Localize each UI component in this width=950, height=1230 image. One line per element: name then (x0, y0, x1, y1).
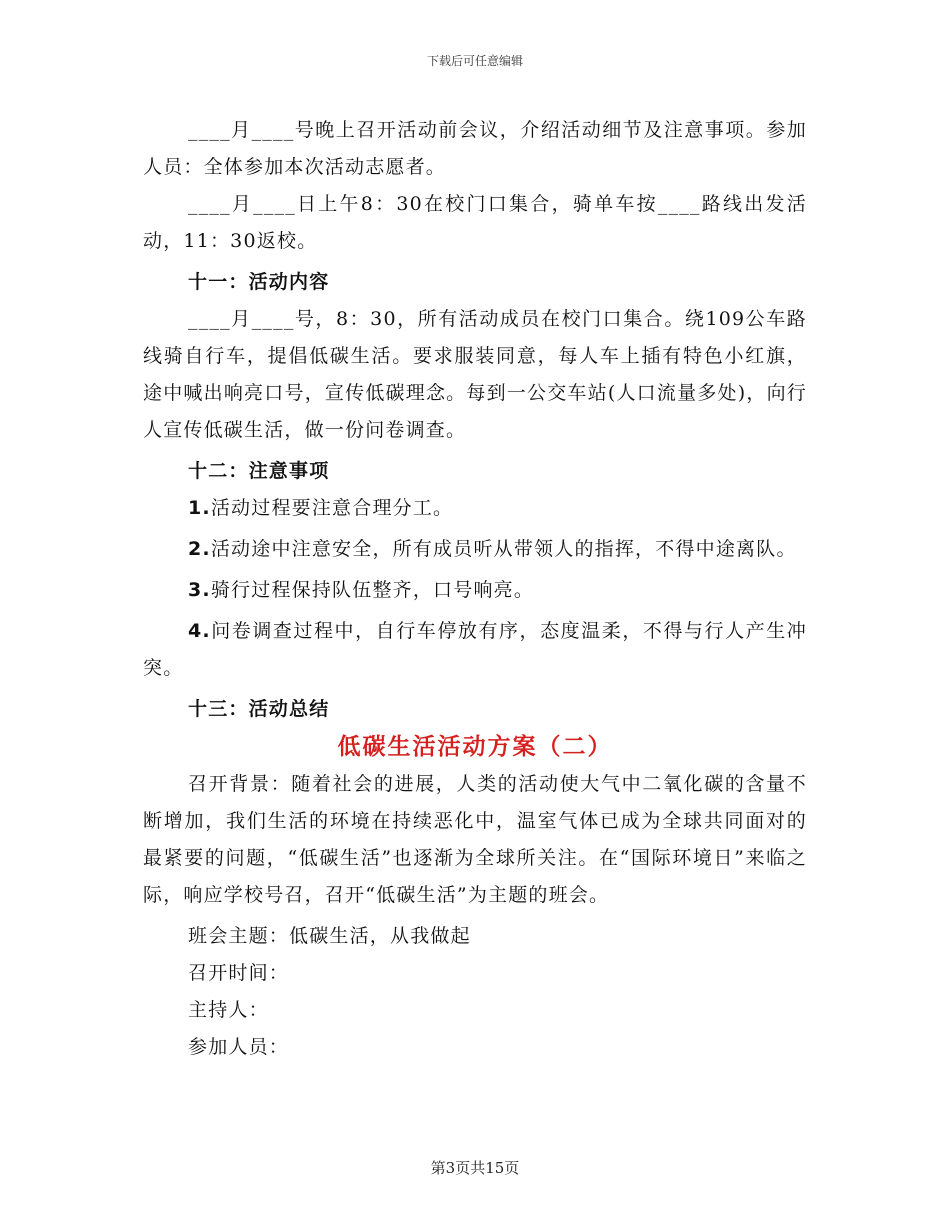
paragraph-background: 召开背景：随着社会的进展，人类的活动使大气中二氧化碳的含量不断增加，我们生活的环境在持续恶化中，温室气体已成为全球共同面对的最紧要的问题，“低碳生活”也逐渐为全球所关注。在“国际环境日”来临之际，响应学校号召，召开“低碳生活”为主题的班会。 (143, 773, 807, 906)
list-text: 骑行过程保持队伍整齐，口号响亮。 (210, 579, 535, 601)
paragraph-host: 主持人： (188, 999, 269, 1021)
document-body (143, 112, 807, 1066)
list-number: 3. (188, 579, 211, 601)
section-heading-activity-content: 十一：活动内容 (188, 271, 330, 293)
paragraph-participants: 参加人员： (188, 1036, 290, 1058)
paragraph-meeting: ____月____号晚上召开活动前会议，介绍活动细节及注意事项。参加人员：全体参加本次活动志愿者。 (143, 119, 807, 178)
list-number: 1. (188, 497, 211, 519)
list-text: 活动过程要注意合理分工。 (210, 497, 454, 519)
list-item (143, 613, 807, 687)
list-text: 问卷调查过程中，自行车停放有序，态度温柔，不得与行人产生冲突。 (143, 620, 807, 679)
list-number: 2. (188, 538, 211, 560)
list-text: 活动途中注意安全，所有成员听从带领人的指挥，不得中途离队。 (210, 538, 797, 560)
section-heading-summary: 十三：活动总结 (188, 698, 330, 720)
paragraph-theme: 班会主题：低碳生活，从我做起 (188, 925, 471, 947)
page-footer: 第3页共15页 (430, 1159, 520, 1177)
page-header: 下载后可任意编辑 (426, 54, 523, 68)
list-item (143, 572, 807, 609)
list-number: 4. (188, 620, 211, 642)
paragraph-time: 召开时间： (188, 962, 290, 984)
section-heading-precautions: 十二：注意事项 (188, 460, 330, 482)
paragraph-gathering: ____月____日上午8：30在校门口集合，骑单车按____路线出发活动，11：30返校。 (143, 193, 807, 252)
paragraph-activity-content: ____月____号，8：30，所有活动成员在校门口集合。绕109公车路线骑自行车，提倡低碳生活。要求服装同意，每人车上插有特色小红旗，途中喊出响亮口号，宣传低碳理念。每到一公交车站(人口流量多处)，向行人宣传低碳生活，做一份问卷调查。 (143, 308, 807, 441)
document-title: 低碳生活活动方案（二） (337, 733, 613, 760)
list-item (143, 490, 807, 527)
list-item (143, 531, 807, 568)
